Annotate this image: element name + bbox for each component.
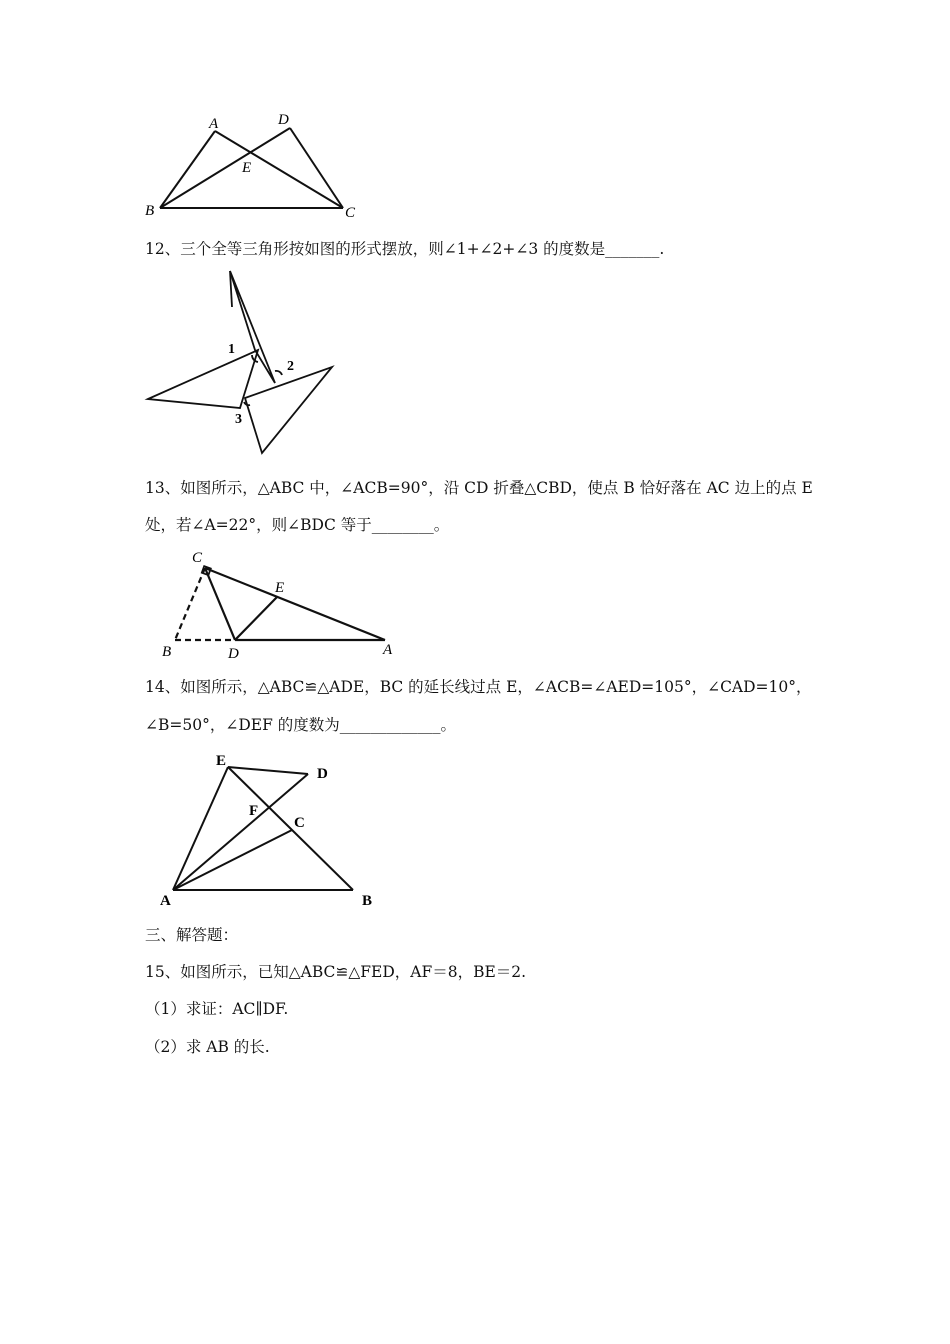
figure-q14	[140, 748, 400, 913]
label-a: A	[160, 893, 171, 909]
section-title: 三、解答题：	[145, 926, 239, 944]
angle-label-3: 3	[235, 412, 242, 427]
label-c: C	[192, 550, 203, 566]
figure-q11	[140, 108, 370, 223]
segment-dc	[290, 128, 343, 208]
label-e: E	[242, 160, 252, 176]
question-14-line1: 14、如图所示，△ABC≌△ADE，BC 的延长线过点 E，∠ACB=∠AED=105°，∠CAD=10°，	[145, 678, 812, 696]
question-12: 12、三个全等三角形按如图的形式摆放，则∠1+∠2+∠3 的度数是_______.	[145, 240, 665, 258]
angle-label-2: 2	[287, 359, 294, 374]
label-b: B	[145, 203, 155, 219]
label-b: B	[162, 644, 172, 660]
label-c: C	[294, 815, 305, 831]
label-f: F	[249, 803, 259, 819]
label-b: B	[362, 893, 373, 909]
segment-ac	[215, 131, 343, 208]
label-d: D	[228, 646, 239, 662]
figure-q12	[140, 265, 350, 460]
question-13-line2: 处，若∠A=22°，则∠BDC 等于________。	[145, 516, 450, 534]
triangle-bottom	[245, 367, 332, 453]
segment-ae	[173, 767, 228, 890]
segment-cb-dashed	[175, 568, 205, 640]
figure-q13	[140, 548, 410, 663]
label-e: E	[275, 580, 285, 596]
question-15-part1: （1）求证：AC∥DF.	[145, 1000, 289, 1018]
angle-label-1: 1	[228, 342, 235, 357]
label-a: A	[209, 116, 219, 132]
triangle-left	[148, 350, 258, 408]
segment-bd	[160, 128, 290, 208]
segment-de	[235, 597, 277, 640]
angle-2-arc	[275, 371, 282, 375]
question-13-line1: 13、如图所示，△ABC 中，∠ACB=90°，沿 CD 折叠△CBD，使点 B 恰好落在 AC 边上的点 E	[145, 479, 813, 497]
question-14-line2: ∠B=50°，∠DEF 的度数为_____________。	[145, 716, 456, 734]
question-15-part2: （2）求 AB 的长.	[145, 1038, 270, 1056]
segment-ca	[205, 568, 385, 640]
label-c: C	[345, 205, 356, 221]
segment-eb	[228, 767, 353, 890]
segment-ba	[160, 131, 215, 208]
label-e: E	[216, 753, 227, 769]
label-a: A	[383, 642, 393, 658]
label-d: D	[317, 766, 328, 782]
question-15: 15、如图所示，已知△ABC≌△FED，AF＝8，BE＝2.	[145, 963, 527, 981]
label-d: D	[278, 112, 289, 128]
segment-ed	[228, 767, 308, 774]
